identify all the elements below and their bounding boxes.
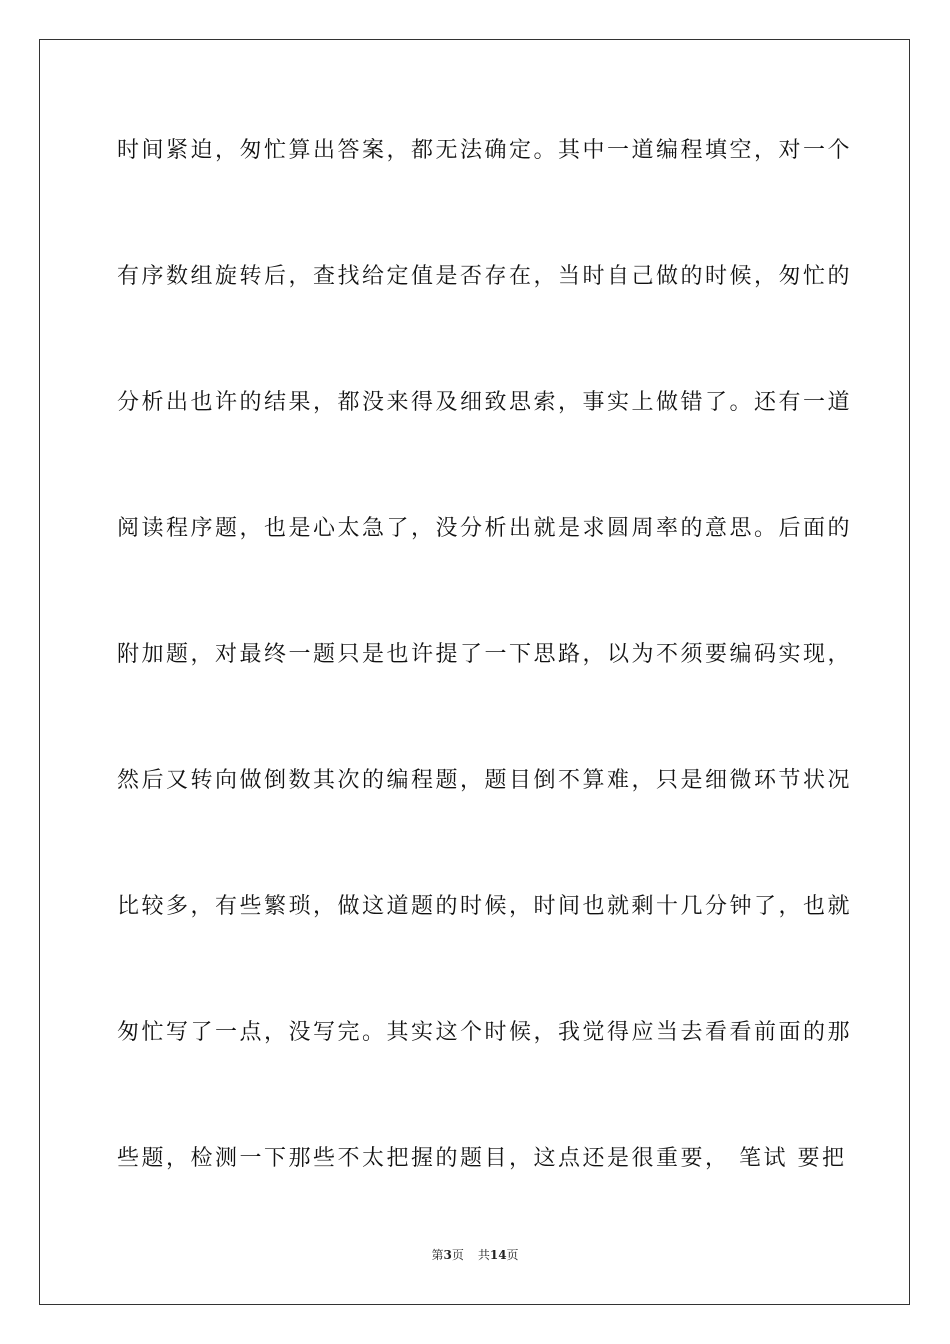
body-text-line-3: 分析出也许的结果，都没来得及细致思索，事实上做错了。还有一道: [117, 390, 853, 415]
page-prefix: 第: [431, 1248, 444, 1262]
body-text-line-7: 比较多，有些繁琐，做这道题的时候，时间也就剩十几分钟了，也就: [117, 894, 853, 919]
body-text-line-9: 些题，检测一下那些不太把握的题目，这点还是很重要， 笔试 要把: [117, 1146, 847, 1171]
total-suffix: 页: [506, 1248, 519, 1262]
page-suffix: 页: [451, 1248, 464, 1262]
body-text-line-2: 有序数组旋转后，查找给定值是否存在，当时自己做的时候，匆忙的: [117, 264, 853, 289]
body-text-line-4: 阅读程序题，也是心太急了，没分析出就是求圆周率的意思。后面的: [117, 516, 853, 541]
page-border: [39, 39, 910, 1305]
total-pages: 14: [489, 1248, 507, 1262]
page-number: 3: [443, 1248, 452, 1262]
total-prefix: 共: [477, 1248, 490, 1262]
body-text-line-6: 然后又转向做倒数其次的编程题，题目倒不算难，只是细微环节状况: [117, 768, 853, 793]
body-text-line-8: 匆忙写了一点，没写完。其实这个时候，我觉得应当去看看前面的那: [117, 1020, 853, 1045]
page-footer: [0, 1247, 950, 1263]
body-text-line-1: 时间紧迫，匆忙算出答案，都无法确定。其中一道编程填空，对一个: [117, 138, 853, 163]
body-text-line-5: 附加题，对最终一题只是也许提了一下思路，以为不须要编码实现，: [117, 642, 853, 667]
